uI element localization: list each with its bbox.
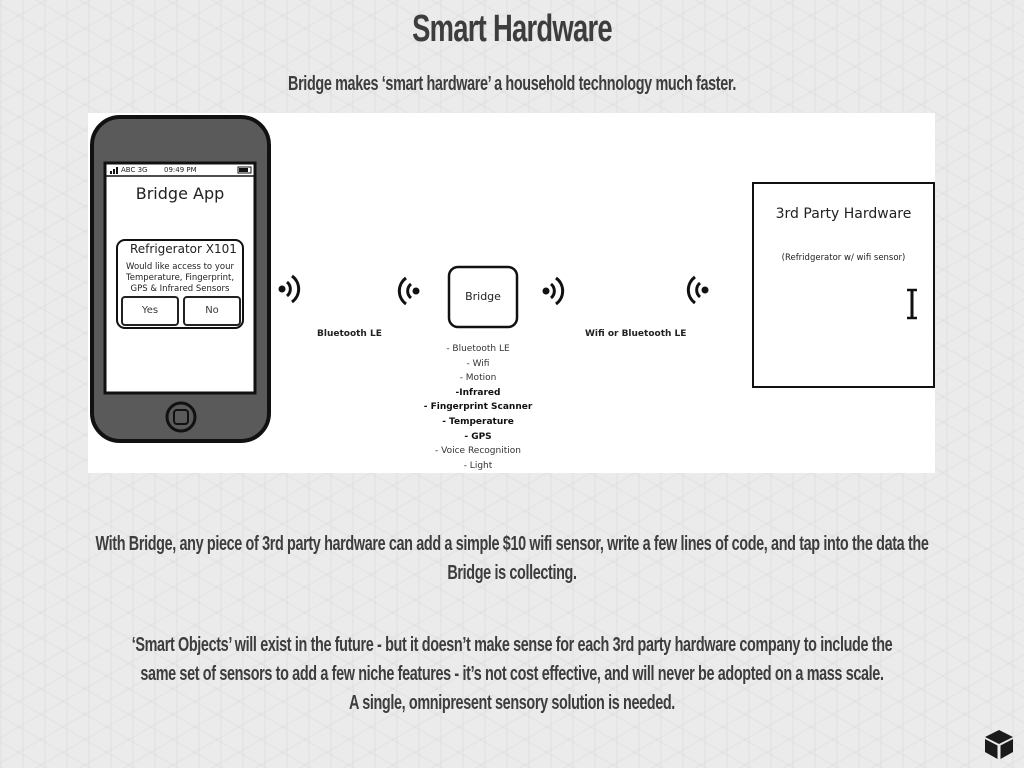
feature-item: - Voice Recognition — [435, 446, 521, 457]
slide-title: Smart Hardware — [412, 8, 612, 50]
slide-subtitle: Bridge makes ‘smart hardware’ a household technology much faster. — [288, 73, 736, 95]
yes-button[interactable]: Yes — [121, 296, 179, 326]
feature-item: - Bluetooth LE — [446, 344, 510, 354]
feature-item: - Light — [463, 460, 493, 471]
wifi-signal-icon — [543, 278, 563, 304]
cube-icon — [983, 728, 1015, 760]
paragraph-line-3: A single, omnipresent sensory solution is needed. — [349, 692, 675, 714]
app-title: Bridge App — [135, 184, 225, 203]
dialog-text-line-2: Temperature, Fingerprint, — [125, 273, 235, 283]
wifi-or-bluetooth-label: Wifi or Bluetooth LE — [585, 329, 687, 339]
hardware-title: 3rd Party Hardware — [775, 206, 912, 222]
paragraph-bridge-sensor — [71, 530, 952, 588]
feature-item: - GPS — [464, 431, 492, 442]
hardware-subtitle: (Refridgerator w/ wifi sensor) — [781, 253, 906, 263]
wifi-signal-icon — [399, 278, 419, 304]
bridge-diagram — [88, 113, 935, 473]
feature-item: -Infrared — [455, 387, 501, 398]
feature-item: - Wifi — [466, 358, 490, 369]
dialog-title: Refrigerator X101 — [130, 242, 237, 256]
bridge-feature-list — [418, 342, 538, 473]
feature-item: - Temperature — [442, 416, 514, 427]
paragraph-line-2: same set of sensors to add a few niche features - it’s not cost effective, and will never be adopted on a mass scale. — [140, 663, 884, 685]
no-button[interactable]: No — [183, 296, 241, 326]
phone-carrier: ABC 3G — [121, 166, 148, 174]
feature-item: - Motion — [459, 373, 497, 384]
paragraph-text: With Bridge, any piece of 3rd party hardware can add a simple $10 wifi sensor, write a few lines of code, and tap into the data the Bridge is collecting. — [95, 533, 929, 584]
phone-time: 09:49 PM — [164, 166, 197, 174]
home-button — [167, 403, 195, 431]
wifi-signal-icon — [688, 277, 708, 303]
paragraph-smart-objects — [71, 631, 952, 718]
bluetooth-le-label: Bluetooth LE — [317, 329, 382, 339]
bridge-label: Bridge — [465, 290, 501, 303]
dialog-text-line-1: Would like access to your — [126, 262, 234, 272]
paragraph-line-1: ‘Smart Objects’ will exist in the future - but it doesn’t make sense for each 3rd party hardware company to include the — [131, 634, 893, 656]
feature-item: - Fingerprint Scanner — [423, 402, 533, 413]
dialog-text-line-3: GPS & Infrared Sensors — [130, 284, 230, 294]
wifi-signal-icon — [279, 276, 299, 302]
